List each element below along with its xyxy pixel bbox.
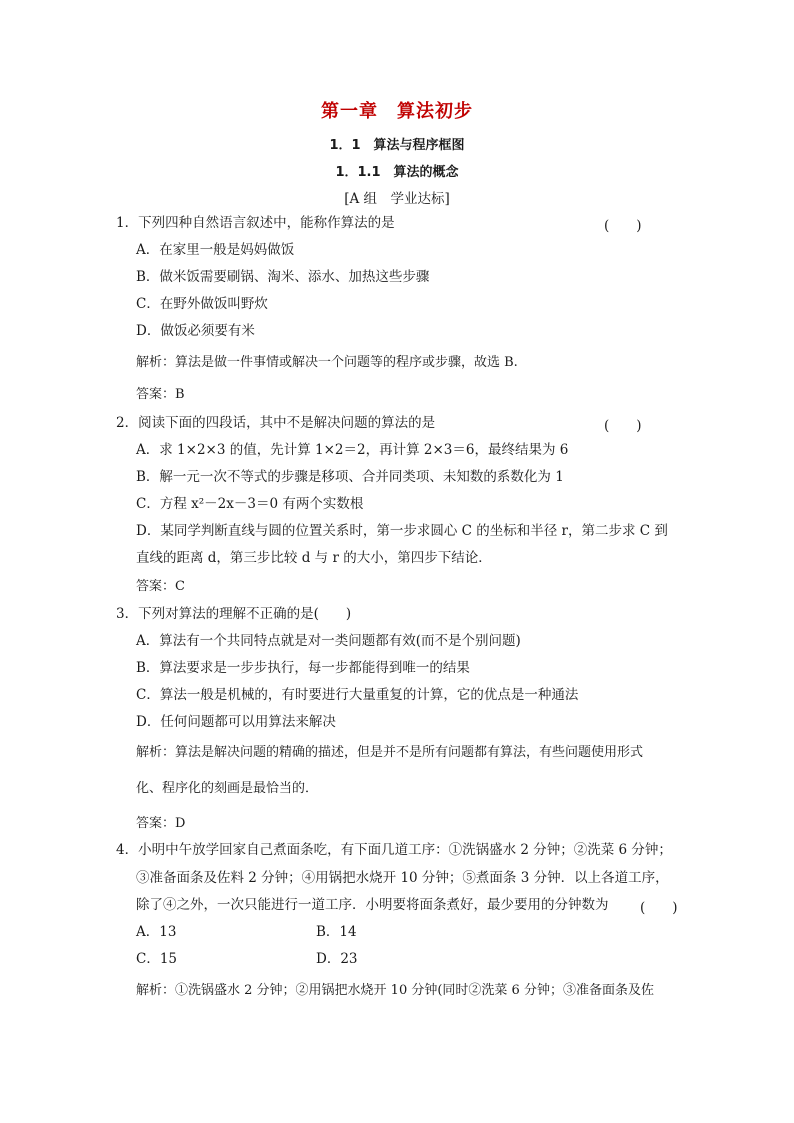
question-3-analysis-line-1: 解析：算法是解决问题的精确的描述，但是并不是所有问题都有算法，有些问题使用形式	[136, 745, 644, 760]
question-2-option-d-cont: 直线的距离 d，第三步比较 d 与 r 的大小，第四步下结论．	[136, 550, 492, 566]
question-1-option-a: A．在家里一般是妈妈做饭	[136, 242, 295, 258]
question-3-analysis-line-2: 化、程序化的刻画是最恰当的．	[136, 781, 319, 796]
question-1-option-d: D．做饭必须要有米	[136, 323, 255, 339]
question-2-answer-paren: ( )	[604, 418, 642, 434]
question-4-option-c: C．15	[136, 951, 178, 967]
question-4-option-b: B．14	[316, 924, 357, 940]
question-3-option-d: D．任何问题都可以用算法来解决	[136, 714, 336, 730]
question-4-option-a: A．13	[136, 924, 177, 940]
question-1-option-b: B．做米饭需要刷锅、淘米、添水、加热这些步骤	[136, 269, 430, 285]
question-4-stem-line-3: 除了④之外，一次只能进行一道工序．小明要将面条煮好，最少要用的分钟数为	[136, 897, 609, 913]
question-2-option-b: B．解一元一次不等式的步骤是移项、合并同类项、未知数的系数化为 1	[136, 469, 564, 485]
question-4-option-d: D．23	[316, 951, 358, 967]
question-2-stem: 2．阅读下面的四段话，其中不是解决问题的算法的是	[116, 415, 436, 431]
question-4-stem-line-2: ③准备面条及佐料 2 分钟；④用锅把水烧开 10 分钟；⑤煮面条 3 分钟．以上各道工序，	[136, 870, 669, 886]
group-title: [A 组 学业达标]	[344, 191, 450, 207]
question-3-option-b: B．算法要求是一步步执行，每一步都能得到唯一的结果	[136, 660, 470, 676]
question-1-stem: 1．下列四种自然语言叙述中，能称作算法的是	[116, 215, 395, 231]
question-3-option-a: A．算法有一个共同特点就是对一类问题都有效(而不是个别问题)	[136, 633, 521, 649]
question-2-option-d: D．某同学判断直线与圆的位置关系时，第一步求圆心 C 的坐标和半径 r，第二步求 C 到	[136, 523, 668, 539]
question-3-answer: 答案：D	[136, 816, 186, 831]
question-2-answer: 答案：C	[136, 579, 185, 594]
question-4-stem-line-1: 4．小明中午放学回家自己煮面条吃，有下面几道工序：①洗锅盛水 2 分钟；②洗菜 6 分钟；	[116, 842, 672, 858]
question-2-option-a: A．求 1×2×3 的值，先计算 1×2＝2，再计算 2×3＝6，最终结果为 6	[136, 442, 569, 458]
question-4-answer-paren: ( )	[640, 900, 678, 916]
question-1-option-c: C．在野外做饭叫野炊	[136, 296, 268, 312]
question-3-stem: 3．下列对算法的理解不正确的是( )	[116, 606, 352, 622]
question-2-option-c: C．方程 x²－2x－3＝0 有两个实数根	[136, 496, 364, 512]
question-3-option-c: C．算法一般是机械的，有时要进行大量重复的计算，它的优点是一种通法	[136, 687, 579, 703]
question-1-answer-paren: ( )	[604, 218, 642, 234]
chapter-title: 第一章 算法初步	[321, 101, 473, 122]
question-1-answer: 答案：B	[136, 387, 185, 402]
question-1-analysis: 解析：算法是做一件事情或解决一个问题等的程序或步骤，故选 B.	[136, 355, 518, 370]
section-title: 1．1 算法与程序框图	[329, 138, 465, 153]
question-4-analysis: 解析：①洗锅盛水 2 分钟；②用锅把水烧开 10 分钟(同时②洗菜 6 分钟；③准备面条及佐	[136, 983, 654, 998]
subsection-title: 1．1.1 算法的概念	[335, 165, 459, 180]
